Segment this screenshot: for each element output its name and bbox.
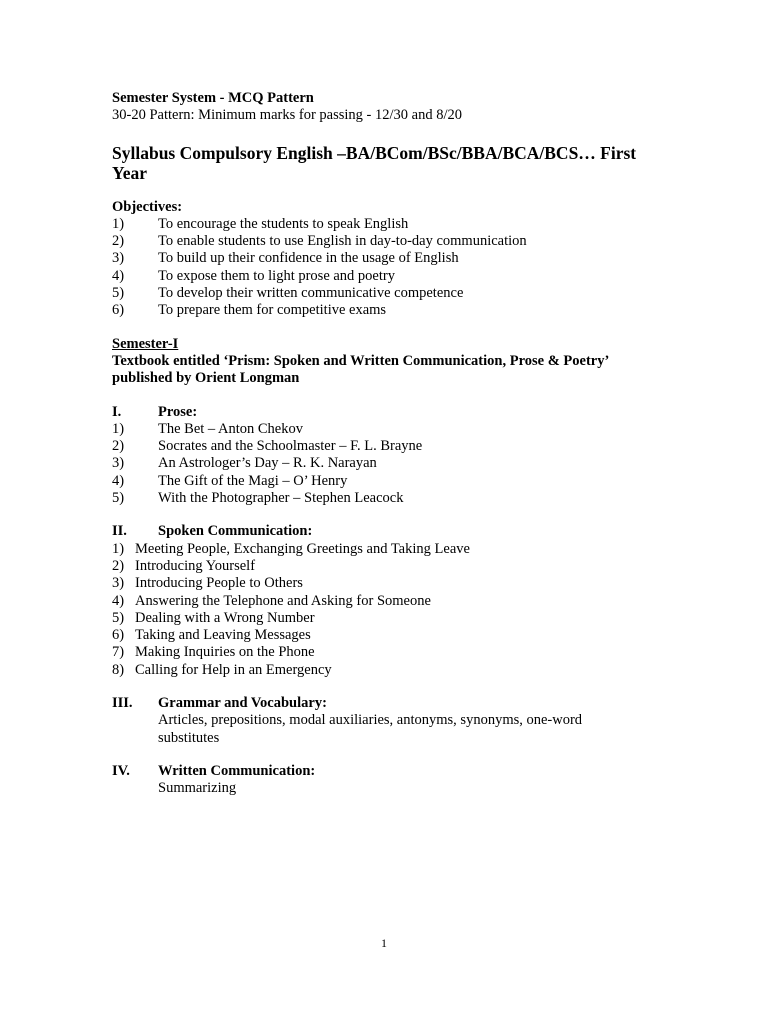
list-item [112,490,672,507]
item-text: Meeting People, Exchanging Greetings and Taking Leave [135,540,470,557]
item-text: Answering the Telephone and Asking for Someone [135,592,431,609]
item-text: Taking and Leaving Messages [135,627,311,644]
spoken-heading-row [112,523,672,540]
list-item [112,438,672,455]
list-item [112,216,672,233]
textbook-line2: published by Orient Longman [112,370,300,387]
item-number: 1) [112,215,125,232]
list-item [112,558,672,575]
list-item [112,662,672,679]
item-text: To expose them to light prose and poetry [158,267,395,284]
item-text: Making Inquiries on the Phone [135,644,315,661]
item-number: 3) [112,250,125,267]
item-text: Introducing People to Others [135,575,303,592]
list-item [112,593,672,610]
item-text: To develop their written communicative competence [158,285,464,302]
item-text: Dealing with a Wrong Number [135,609,315,626]
section-number: I. [112,403,122,420]
section-heading: Prose: [158,403,198,420]
header-title: Semester System - MCQ Pattern [112,90,314,106]
list-item [112,250,672,267]
item-number: 4) [112,472,125,489]
header-pattern: 30-20 Pattern: Minimum marks for passing - 12/30 and 8/20 [112,107,462,124]
grammar-line2: substitutes [158,729,220,746]
list-item [112,473,672,490]
item-number: 1) [112,540,125,557]
section-heading: Written Communication: [158,762,316,779]
item-number: 4) [112,592,125,609]
section-heading: Spoken Communication: [158,523,313,540]
list-item [112,455,672,472]
item-text: Socrates and the Schoolmaster – F. L. Brayne [158,438,423,455]
item-number: 5) [112,609,125,626]
page-number: 1 [381,936,387,950]
item-text: To encourage the students to speak English [158,215,409,232]
item-text: To prepare them for competitive exams [158,302,387,319]
list-item [112,268,672,285]
list-item [112,610,672,627]
item-text: With the Photographer – Stephen Leacock [158,490,404,507]
objectives-heading: Objectives: [112,198,183,215]
list-item [112,233,672,250]
item-text: Introducing Yourself [135,557,256,574]
list-item [112,285,672,302]
prose-heading-row [112,404,672,421]
prose-list [112,421,672,507]
list-item [112,302,672,319]
item-number: 7) [112,644,125,661]
item-number: 2) [112,233,125,250]
list-item [112,421,672,438]
item-number: 5) [112,490,125,507]
item-number: 5) [112,285,125,302]
semester-heading: Semester-I [112,335,179,352]
list-item [112,644,672,661]
item-text: To enable students to use English in day-to-day communication [158,233,527,250]
grammar-line1: Articles, prepositions, modal auxiliaries, antonyms, synonyms, one-word [158,712,583,729]
list-item [112,627,672,644]
textbook-line1: Textbook entitled ‘Prism: Spoken and Written Communication, Prose & Poetry’ [112,352,610,369]
list-item [112,541,672,558]
item-number: 6) [112,302,125,319]
grammar-heading-row [112,695,672,712]
section-number: II. [112,523,127,540]
objectives-list [112,216,672,320]
syllabus-title-line1: Syllabus Compulsory English –BA/BCom/BSc/BBA/BCA/BCS… First [112,142,637,163]
list-item [112,575,672,592]
item-number: 1) [112,420,125,437]
item-text: The Gift of the Magi – O’ Henry [158,472,348,489]
spoken-list [112,541,672,679]
document-page [112,90,672,798]
section-number: IV. [112,762,130,779]
item-number: 4) [112,267,125,284]
item-number: 2) [112,438,125,455]
item-text: To build up their confidence in the usage of English [158,250,459,267]
item-number: 3) [112,575,125,592]
syllabus-title-line2: Year [112,162,147,183]
written-heading-row [112,763,672,780]
item-number: 6) [112,627,125,644]
section-heading: Grammar and Vocabulary: [158,695,327,712]
item-number: 3) [112,455,125,472]
item-number: 8) [112,661,125,678]
section-number: III. [112,695,133,712]
syllabus-title [112,143,672,183]
item-text: Calling for Help in an Emergency [135,661,332,678]
item-number: 2) [112,557,125,574]
item-text: The Bet – Anton Chekov [158,420,303,437]
written-line1: Summarizing [158,780,237,797]
item-text: An Astrologer’s Day – R. K. Narayan [158,455,377,472]
